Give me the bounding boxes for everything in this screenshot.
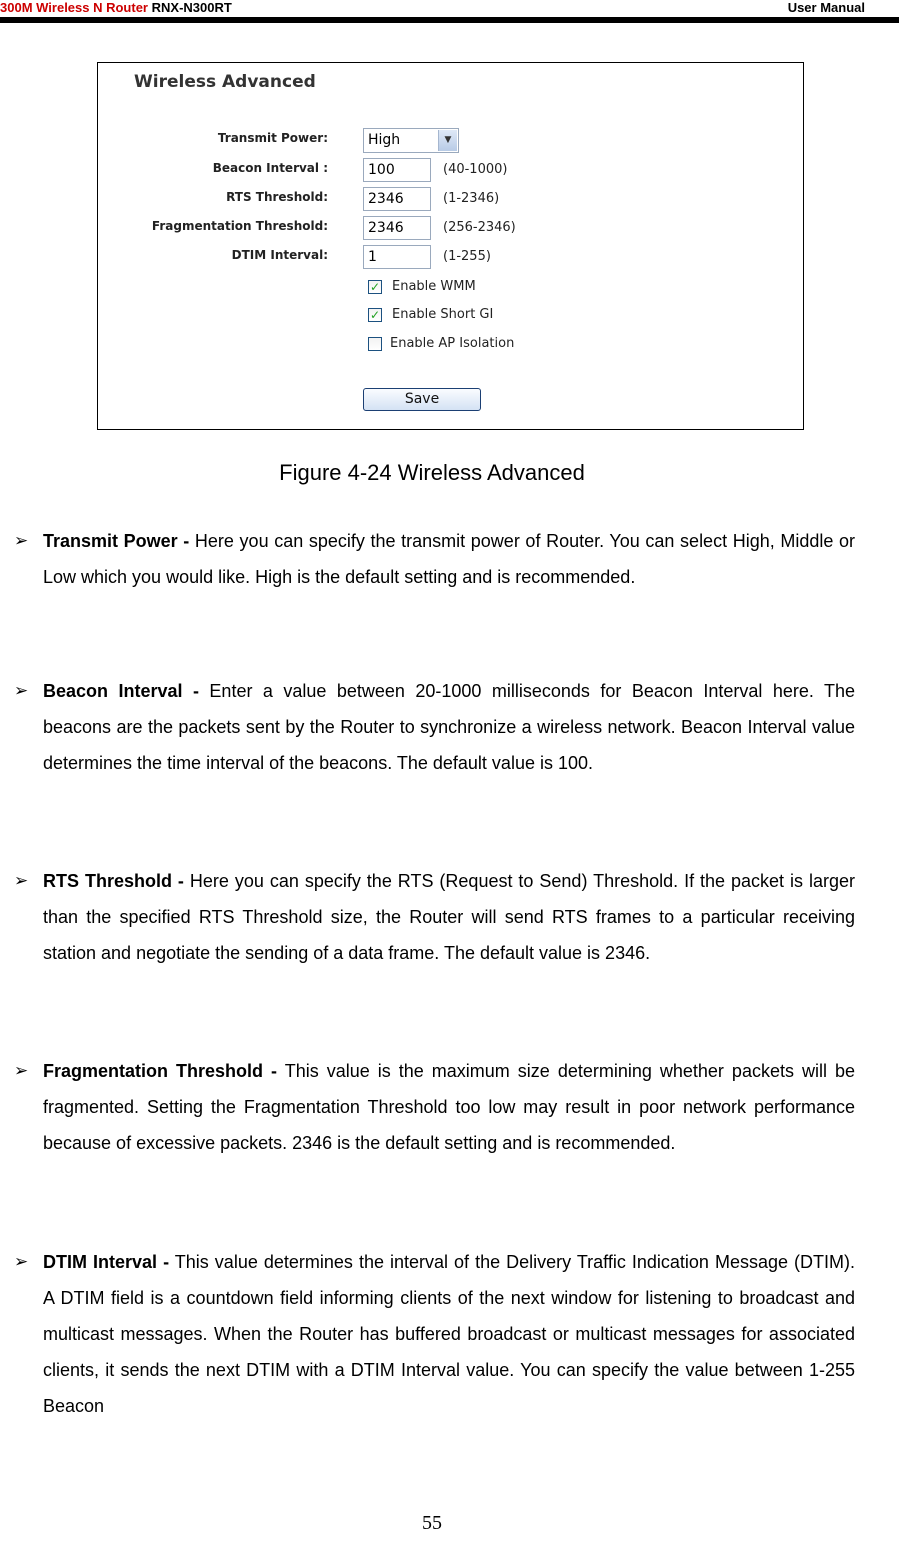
bullet-text: Here you can specify the transmit power of Router. You can select High, Middle or Low which you would like. High is the default setting and is recommended. [43, 531, 855, 587]
transmit-power-label: Transmit Power: [217, 131, 328, 145]
running-header [0, 0, 899, 24]
beacon-interval-label: Beacon Interval : [212, 161, 328, 175]
fragmentation-threshold-range: (256-2346) [443, 220, 516, 235]
dtim-interval-input[interactable]: 1 [363, 245, 431, 269]
bullet-text: Enter a value between 20-1000 milliseconds for Beacon Interval here. The beacons are the packets sent by the Router to synchronize a wireless network. Beacon Interval value determines the time interval of the beacons. The default value is 100. [43, 681, 856, 773]
header-model: RNX-N300RT [151, 0, 232, 15]
enable-ap-isolation-checkbox[interactable] [368, 337, 382, 351]
enable-wmm-label: Enable WMM [392, 279, 476, 294]
enable-wmm-checkbox[interactable] [368, 280, 382, 294]
header-rule [0, 17, 899, 23]
bullet-text: This value is the maximum size determining whether packets will be fragmented. Setting the Fragmentation Threshold too low may result in poor network performance because of excessive packets. 2346 is the default setting and is recommended. [43, 1061, 855, 1153]
fragmentation-threshold-label: Fragmentation Threshold: [151, 219, 328, 233]
arrow-bullet-icon: ➢ [14, 531, 29, 550]
bullet-fragmentation-threshold [14, 1053, 855, 1161]
header-product [0, 0, 232, 16]
screenshot-title: Wireless Advanced [134, 72, 316, 92]
bullet-term: Fragmentation Threshold - [43, 1061, 278, 1081]
arrow-bullet-icon: ➢ [14, 681, 29, 700]
rts-threshold-label: RTS Threshold: [226, 190, 328, 204]
chevron-down-icon[interactable]: ▼ [438, 130, 457, 151]
transmit-power-select[interactable] [363, 128, 459, 153]
dtim-interval-label: DTIM Interval: [231, 248, 328, 262]
header-brand: 300M Wireless N Router [0, 0, 148, 15]
figure-caption: Figure 4-24 Wireless Advanced [279, 460, 585, 485]
page-number: 55 [422, 1512, 442, 1534]
bullet-text: Here you can specify the RTS (Request to Send) Threshold. If the packet is larger than the specified RTS Threshold size, the Router will send RTS frames to a particular receiving station and negotiate the sending of a data frame. The default value is 2346. [43, 871, 855, 963]
bullet-term: Beacon Interval - [43, 681, 199, 701]
bullet-transmit-power [14, 523, 855, 595]
wireless-advanced-screenshot [97, 62, 804, 430]
bullet-text: This value determines the interval of the Delivery Traffic Indication Message (DTIM). A DTIM field is a countdown field informing clients of the next window for listening to broadcast and multicast messages. When the Router has buffered broadcast or multicast messages for associated clients, it sends the next DTIM with a DTIM Interval value. You can specify the value between 1-255 Beacon [43, 1252, 855, 1416]
bullet-term: RTS Threshold - [43, 871, 184, 891]
arrow-bullet-icon: ➢ [14, 1061, 29, 1080]
checkmark-icon: ✓ [369, 280, 381, 294]
enable-short-gi-checkbox[interactable] [368, 308, 382, 322]
transmit-power-value: High [368, 132, 401, 148]
enable-ap-isolation-label: Enable AP Isolation [390, 336, 515, 351]
bullet-rts-threshold [14, 863, 855, 971]
rts-threshold-input[interactable]: 2346 [363, 187, 431, 211]
bullet-term: DTIM Interval - [43, 1252, 170, 1272]
beacon-interval-range: (40-1000) [443, 162, 508, 177]
save-button[interactable]: Save [363, 388, 481, 411]
rts-threshold-range: (1-2346) [443, 191, 500, 206]
bullet-dtim-interval [14, 1244, 855, 1424]
arrow-bullet-icon: ➢ [14, 1252, 29, 1271]
arrow-bullet-icon: ➢ [14, 871, 29, 890]
enable-short-gi-label: Enable Short GI [392, 307, 494, 322]
beacon-interval-input[interactable]: 100 [363, 158, 431, 182]
checkmark-icon: ✓ [369, 308, 381, 322]
fragmentation-threshold-input[interactable]: 2346 [363, 216, 431, 240]
bullet-term: Transmit Power - [43, 531, 190, 551]
header-manual: User Manual [787, 0, 865, 15]
dtim-interval-range: (1-255) [443, 249, 491, 264]
bullet-beacon-interval [14, 673, 856, 781]
